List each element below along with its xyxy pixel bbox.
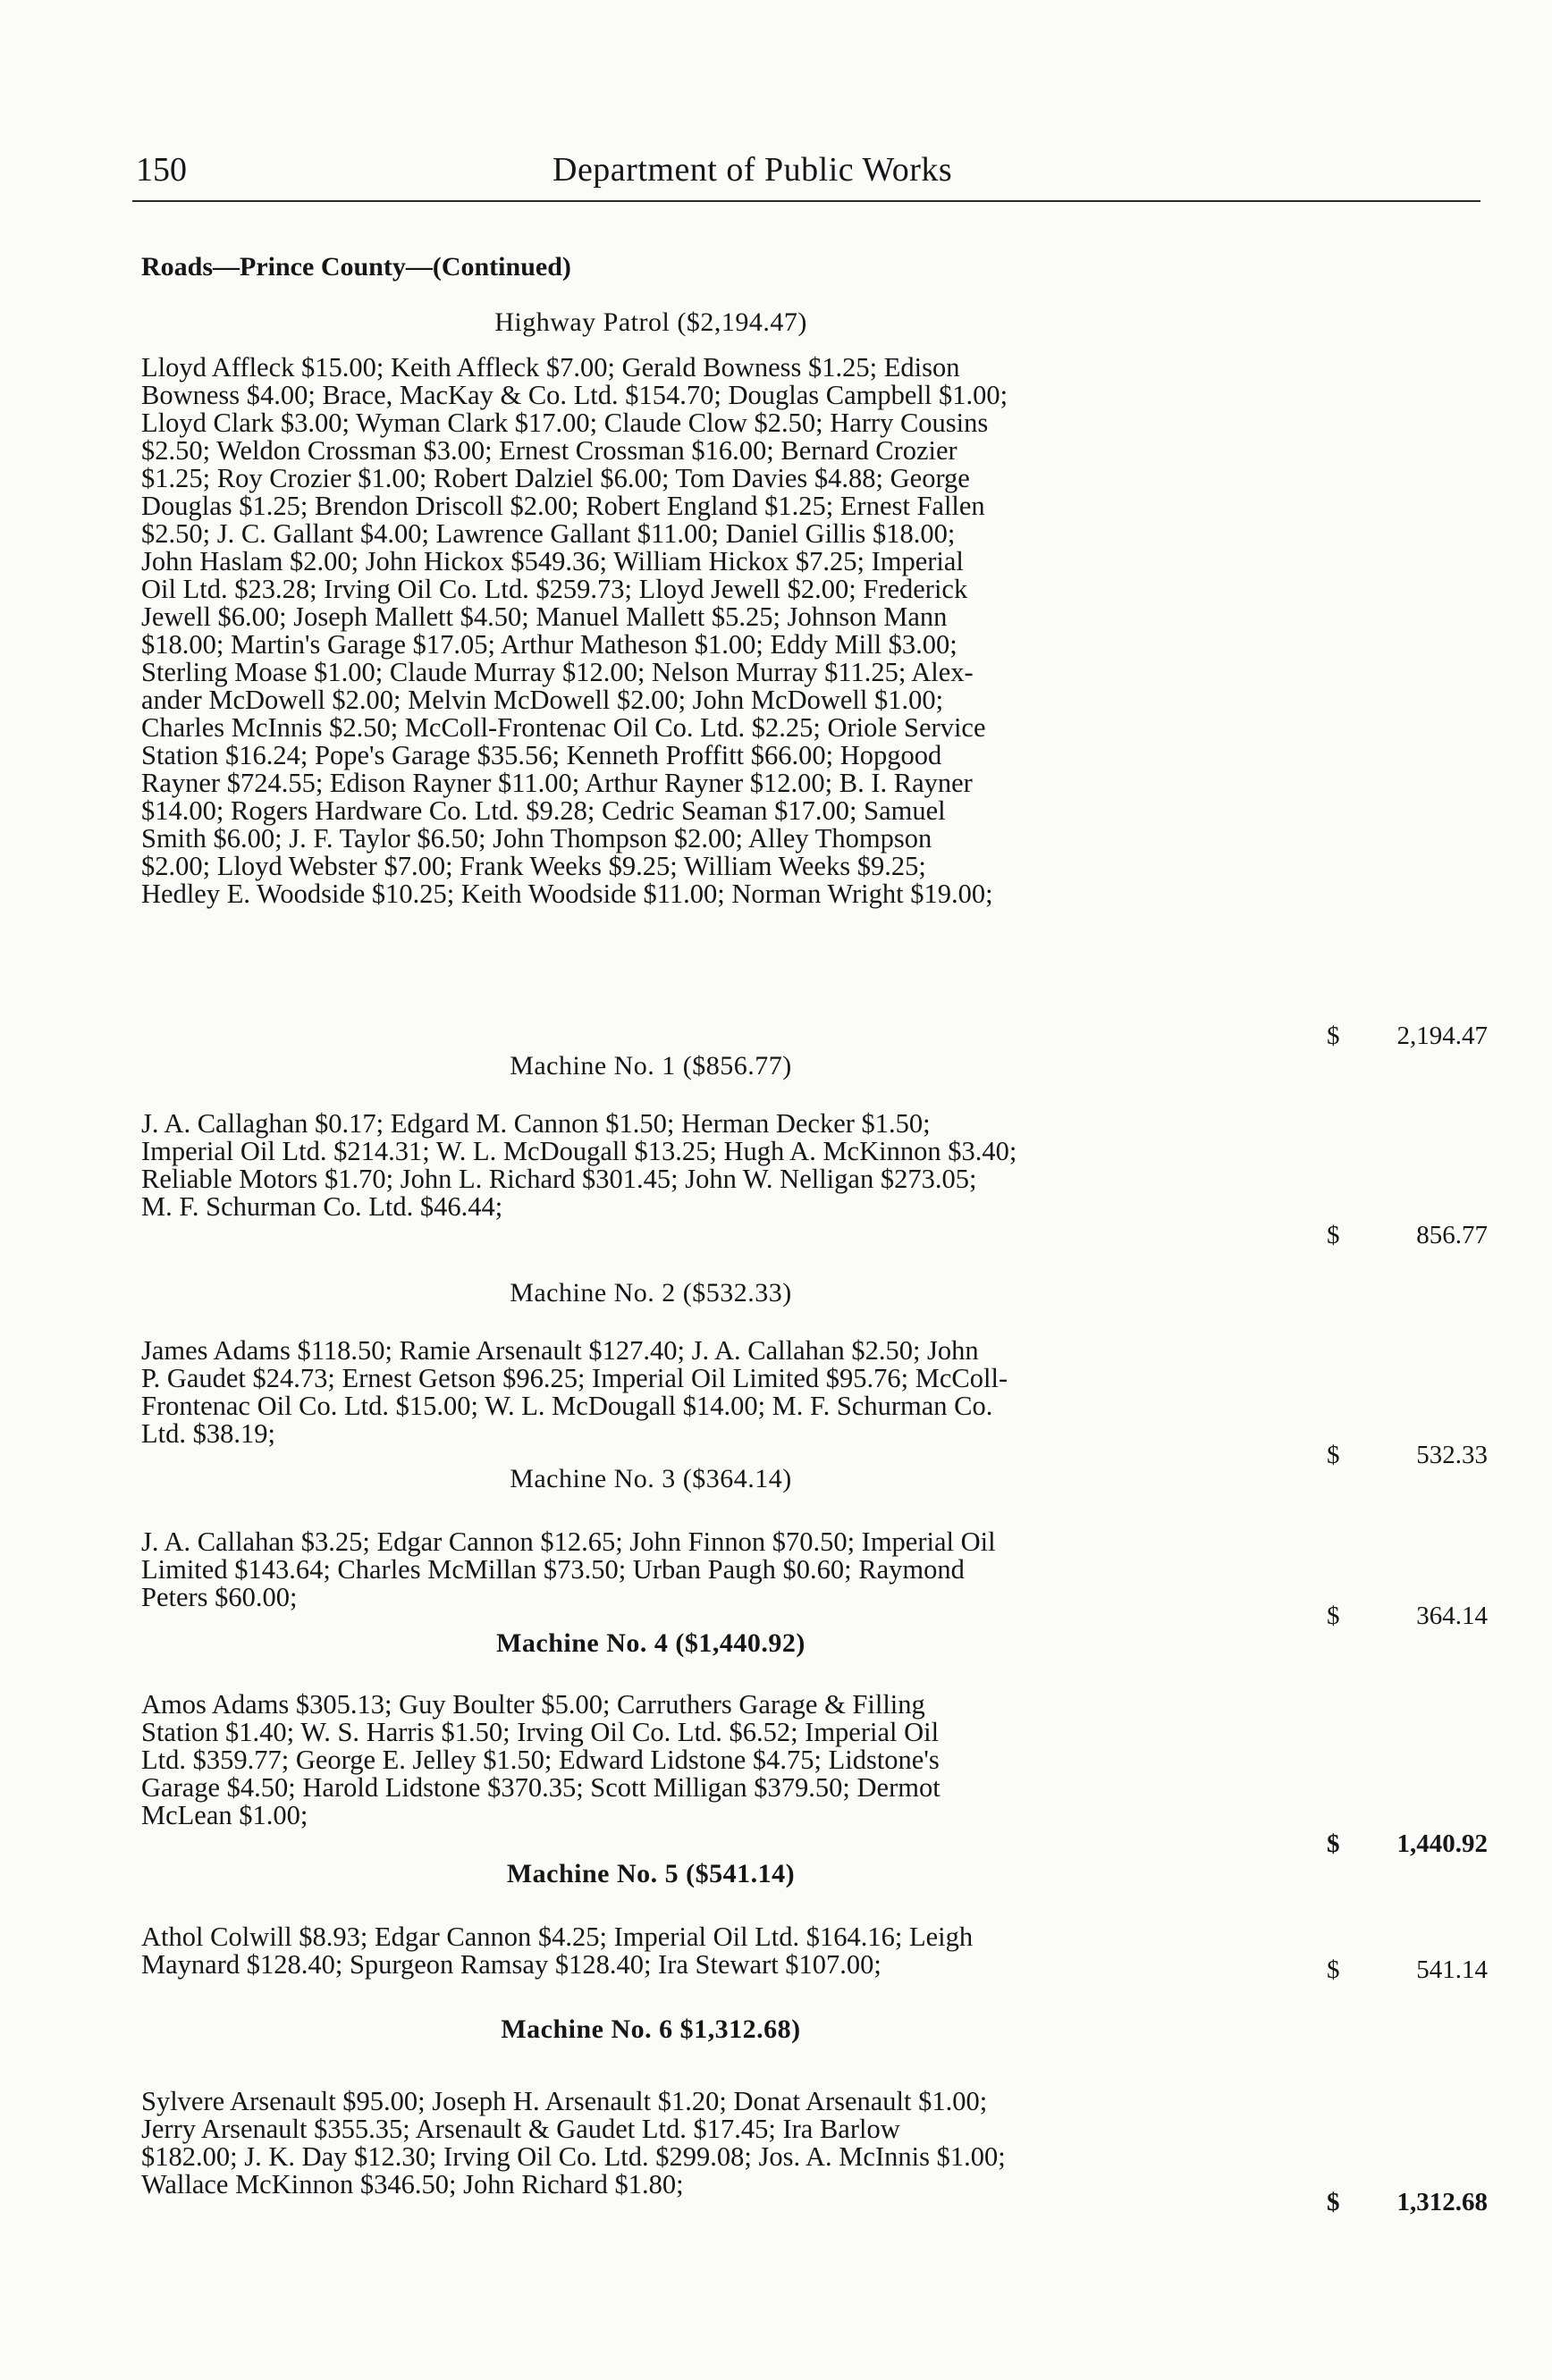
currency-sign: $ bbox=[1327, 1022, 1340, 1050]
total-value: 2,194.47 bbox=[1396, 1022, 1488, 1050]
header-rule bbox=[132, 200, 1480, 202]
section-title: Roads—Prince County—(Continued) bbox=[141, 252, 571, 282]
machine-2-heading: Machine No. 2 ($532.33) bbox=[510, 1278, 792, 1308]
machine-3-entries: J. A. Callahan $3.25; Edgar Cannon $12.65; John Finnon $70.50; Imperial Oil Limited $143.64; Charles McMillan $73.50; Urban Paugh $0.60; Raymond Peters $60.00; bbox=[141, 1526, 996, 1612]
total-value: 364.14 bbox=[1416, 1602, 1488, 1630]
machine-5-heading: Machine No. 5 ($541.14) bbox=[506, 1859, 796, 1888]
highway-patrol-heading: Highway Patrol ($2,194.47) bbox=[494, 307, 807, 337]
page-header bbox=[136, 150, 1481, 197]
machine-3-total bbox=[1327, 1602, 1488, 1720]
machine-3-heading: Machine No. 3 ($364.14) bbox=[510, 1464, 792, 1493]
currency-sign: $ bbox=[1327, 2188, 1340, 2216]
machine-4-heading: Machine No. 4 ($1,440.92) bbox=[496, 1628, 806, 1658]
total-value: 532.33 bbox=[1416, 1441, 1488, 1469]
total-value: 856.77 bbox=[1416, 1221, 1488, 1249]
machine-4-entries: Amos Adams $305.13; Guy Boulter $5.00; Carruthers Garage & Filling Station $1.40; W. S. Harris $1.50; Irving Oil Co. Ltd. $6.52; Imperial Oil Ltd. $359.77; George E. Jelley $1.50; Edward Lidstone $4.75; Lidstone's Garage $4.50; Harold Lidstone $370.35; Scott Milligan $379.50; Dermot McLean $1.00; bbox=[141, 1689, 940, 1830]
currency-sign: $ bbox=[1327, 1955, 1340, 1984]
currency-sign: $ bbox=[1327, 1221, 1340, 1249]
total-value: 1,440.92 bbox=[1396, 1829, 1488, 1858]
machine-6-entries: Sylvere Arsenault $95.00; Joseph H. Arsenault $1.20; Donat Arsenault $1.00; Jerry Arsenault $355.35; Arsenault & Gaudet Ltd. $17.45; Ira Barlow $182.00; J. K. Day $12.30; Irving Oil Co. Ltd. $299.08; Jos. A. McInnis $1.00; Wallace McKinnon $346.50; John Richard $1.80; bbox=[141, 2086, 1006, 2199]
currency-sign: $ bbox=[1327, 1441, 1340, 1469]
highway-patrol-entries: Lloyd Affleck $15.00; Keith Affleck $7.00; Gerald Bowness $1.25; Edison Bowness $4.00; Brace, MacKay & Co. Ltd. $154.70; Douglas Campbell $1.00; Lloyd Clark $3.00; Wyman Clark $17.00; Claude Clow $2.50; Harry Cousins $2.50; Weldon Crossman $3.00; Ernest Crossman $16.00; Bernard Crozier $1.25; Roy Crozier $1.00; Robert Dalziel $6.00; Tom Davies $4.88; George Douglas $1.25; Brendon Driscoll $2.00; Robert England $1.25; Ernest Fallen $2.50; J. C. Gallant $4.00; Lawrence Gallant $11.00; Daniel Gillis $18.00; John Haslam $2.00; John Hickox $549.36; William Hickox $7.25; Imperial Oil Ltd. $23.28; Irving Oil Co. Ltd. $259.73; Lloyd Jewell $2.00; Frederick Jewell $6.00; Joseph Mallett $4.50; Manuel Mallett $5.25; Johnson Mann $18.00; Martin's Garage $17.05; Arthur Matheson $1.00; Eddy Mill $3.00; Sterling Moase $1.00; Claude Murray $12.00; Nelson Murray $11.25; Alex- ander McDowell $2.00; Melvin McDowell $2.00; John McDowell $1.00; Charles McInnis $2.50; McColl-Frontenac Oil Co. Ltd. $2.25; Oriole Service Station $16.24; Pope's Garage $35.56; Kenneth Proffitt $66.00; Hopgood Rayner $724.55; Edison Rayner $11.00; Arthur Rayner $12.00; B. I. Rayner $14.00; Rogers Hardware Co. Ltd. $9.28; Cedric Seaman $17.00; Samuel Smith $6.00; J. F. Taylor $6.50; John Thompson $2.00; Alley Thompson $2.00; Lloyd Webster $7.00; Frank Weeks $9.25; William Weeks $9.25; Hedley E. Woodside $10.25; Keith Woodside $11.00; Norman Wright $19.00; bbox=[141, 352, 1008, 909]
total-value: 1,312.68 bbox=[1396, 2188, 1488, 2216]
machine-2-entries: James Adams $118.50; Ramie Arsenault $127.40; J. A. Callahan $2.50; John P. Gaudet $24.73; Ernest Getson $96.25; Imperial Oil Limited $95.76; McColl- Frontenac Oil Co. Ltd. $15.00; W. L. McDougall $14.00; M. F. Schurman Co. Ltd. $38.19; bbox=[141, 1335, 1008, 1449]
total-value: 541.14 bbox=[1416, 1955, 1488, 1984]
page-number: 150 bbox=[136, 151, 187, 189]
running-title: Department of Public Works bbox=[552, 151, 953, 189]
machine-2-total bbox=[1327, 1441, 1488, 1559]
machine-6-heading: Machine No. 6 $1,312.68) bbox=[501, 2014, 801, 2044]
machine-6-total bbox=[1327, 2188, 1488, 2306]
machine-1-entries: J. A. Callaghan $0.17; Edgard M. Cannon $1.50; Herman Decker $1.50; Imperial Oil Ltd. $214.31; W. L. McDougall $13.25; Hugh A. McKinnon $3.40; Reliable Motors $1.70; John L. Richard $301.45; John W. Nelligan $273.05; M. F. Schurman Co. Ltd. $46.44; bbox=[141, 1108, 1017, 1222]
currency-sign: $ bbox=[1327, 1829, 1340, 1858]
machine-5-entries: Athol Colwill $8.93; Edgar Cannon $4.25; Imperial Oil Ltd. $164.16; Leigh Maynard $128.40; Spurgeon Ramsay $128.40; Ira Stewart $107.00; bbox=[141, 1922, 974, 1980]
currency-sign: $ bbox=[1327, 1602, 1340, 1630]
machine-1-heading: Machine No. 1 ($856.77) bbox=[510, 1051, 792, 1081]
